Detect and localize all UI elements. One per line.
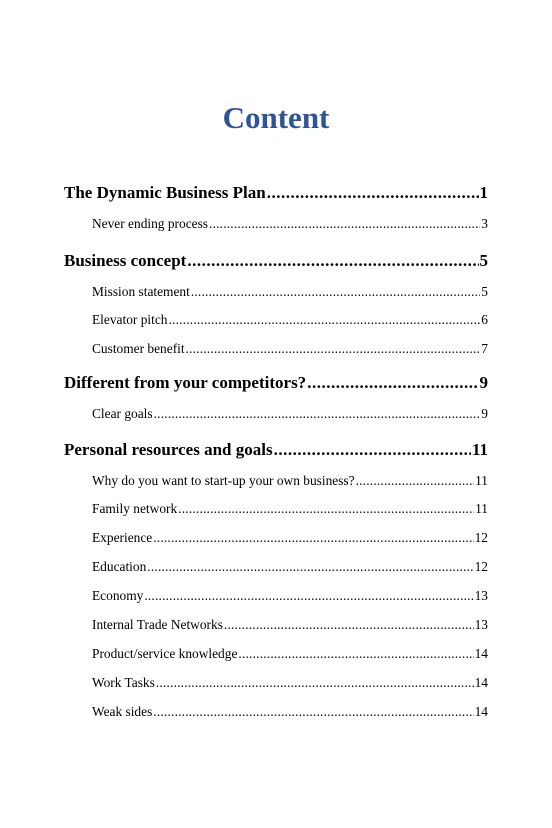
toc-page-number: 9: [479, 373, 488, 392]
toc-dot-leader: [209, 214, 480, 234]
toc-page-number: 12: [474, 530, 488, 545]
toc-dot-leader: [267, 181, 479, 205]
toc-entry-clear-goals[interactable]: [92, 404, 488, 424]
toc-entry-label: Why do you want to start-up your own business?: [92, 473, 355, 488]
toc-entry-the-dynamic-business-plan[interactable]: [64, 181, 488, 205]
toc-page-number: 11: [475, 501, 488, 516]
toc-entry-why-start-up[interactable]: [92, 471, 488, 491]
toc-page-number: 7: [481, 341, 488, 356]
toc-page-number: 14: [474, 646, 488, 661]
toc-dot-leader: [307, 371, 478, 395]
toc-page-number: 13: [474, 617, 488, 632]
toc-entry-label: Economy: [92, 588, 144, 603]
toc-page-number: 14: [474, 704, 488, 719]
toc-entry-label: Product/service knowledge: [92, 646, 238, 661]
toc-dot-leader: [144, 586, 473, 606]
toc-dot-leader: [191, 282, 480, 302]
toc-entry-label: Mission statement: [92, 284, 190, 299]
toc-entry-business-concept[interactable]: [64, 249, 488, 273]
toc-entry-never-ending-process[interactable]: [92, 214, 488, 234]
toc-entry-label: Customer benefit: [92, 341, 185, 356]
toc-entry-product-service-knowledge[interactable]: [92, 644, 488, 664]
toc-entry-customer-benefit[interactable]: [92, 339, 488, 359]
toc-page-number: 5: [481, 284, 488, 299]
toc-dot-leader: [153, 702, 473, 722]
toc-dot-leader: [356, 471, 475, 491]
toc-page-number: 14: [474, 675, 488, 690]
toc-dot-leader: [274, 438, 471, 462]
toc-entry-work-tasks[interactable]: [92, 673, 488, 693]
toc-page-number: 6: [481, 312, 488, 327]
toc-entry-economy[interactable]: [92, 586, 488, 606]
toc-dot-leader: [186, 339, 481, 359]
toc-dot-leader: [238, 644, 473, 664]
toc-entry-label: Family network: [92, 501, 178, 516]
toc-entry-elevator-pitch[interactable]: [92, 310, 488, 330]
toc-dot-leader: [168, 310, 480, 330]
toc-entry-label: Experience: [92, 530, 153, 545]
toc-entry-label: Personal resources and goals: [64, 440, 273, 459]
toc-page-number: 11: [471, 440, 488, 459]
page-title: Content: [222, 100, 330, 135]
toc-entry-label: Elevator pitch: [92, 312, 168, 327]
toc-entry-label: Education: [92, 559, 147, 574]
toc-entry-label: Different from your competitors?: [64, 373, 307, 392]
toc-page-number: 5: [479, 251, 488, 270]
toc-entry-label: Internal Trade Networks: [92, 617, 223, 632]
toc-page-number: 11: [475, 473, 488, 488]
toc-entry-family-network[interactable]: [92, 499, 488, 519]
toc-entry-internal-trade-networks[interactable]: [92, 615, 488, 635]
toc-entry-different-from-your-competitors[interactable]: [64, 371, 488, 395]
toc-entry-personal-resources-and-goals[interactable]: [64, 438, 488, 462]
toc-dot-leader: [224, 615, 474, 635]
toc-entry-weak-sides[interactable]: [92, 702, 488, 722]
toc-entry-education[interactable]: [92, 557, 488, 577]
toc-entry-experience[interactable]: [92, 528, 488, 548]
toc-entry-mission-statement[interactable]: [92, 282, 488, 302]
toc-page-number: 12: [474, 559, 488, 574]
toc-dot-leader: [153, 528, 473, 548]
toc-dot-leader: [154, 404, 481, 424]
toc-dot-leader: [147, 557, 473, 577]
toc-entry-label: Never ending process: [92, 216, 209, 231]
toc-entry-label: Weak sides: [92, 704, 153, 719]
toc-page-number: 13: [474, 588, 488, 603]
toc-page-number: 9: [481, 406, 488, 421]
toc-dot-leader: [187, 249, 478, 273]
toc-page-number: 1: [479, 183, 488, 202]
toc-entry-label: The Dynamic Business Plan: [64, 183, 266, 202]
toc-entry-label: Work Tasks: [92, 675, 155, 690]
toc-dot-leader: [178, 499, 474, 519]
toc-entry-label: Clear goals: [92, 406, 153, 421]
toc-dot-leader: [156, 673, 474, 693]
toc-page-number: 3: [481, 216, 488, 231]
toc-entry-label: Business concept: [64, 251, 187, 270]
